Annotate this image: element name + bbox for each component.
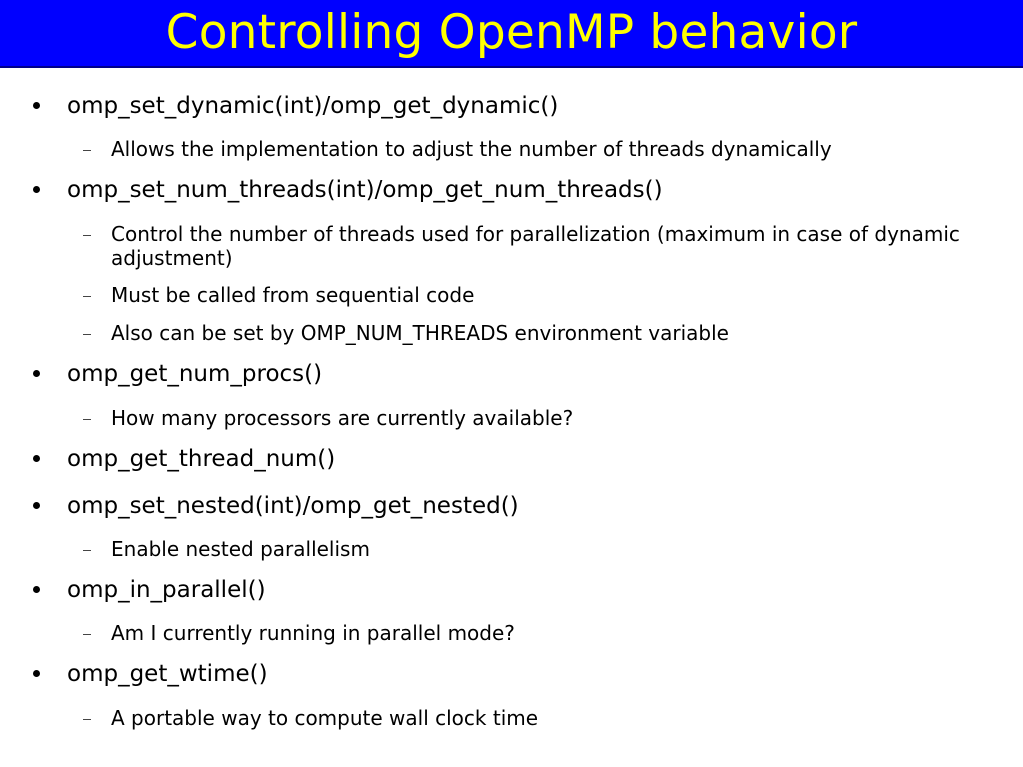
bullet-label: omp_in_parallel()	[67, 577, 266, 603]
slide-title: Controlling OpenMP behavior	[165, 5, 858, 60]
bullet-dot-icon	[33, 370, 40, 377]
sub-item-label: Enable nested parallelism	[111, 537, 370, 561]
bullet-dot-icon	[33, 455, 40, 462]
sub-item-label: How many processors are currently available?	[111, 406, 574, 430]
bullet-label: omp_get_thread_num()	[67, 446, 336, 472]
bullet-dot-icon	[33, 670, 40, 677]
dash-icon	[83, 634, 91, 635]
sub-item-label: Must be called from sequential code	[111, 283, 475, 307]
bullet-dot-icon	[33, 102, 40, 109]
sub-item-label: Allows the implementation to adjust the number of threads dynamically	[111, 137, 832, 161]
sub-item-label: Am I currently running in parallel mode?	[111, 621, 515, 645]
bullet-dot-icon	[33, 502, 40, 509]
bullet-dot-icon	[33, 186, 40, 193]
dash-icon	[83, 719, 91, 720]
sub-item-label: A portable way to compute wall clock time	[111, 706, 539, 730]
sub-item-label: Also can be set by OMP_NUM_THREADS environment variable	[111, 321, 729, 345]
bullet-label: omp_get_num_procs()	[67, 361, 323, 387]
dash-icon	[83, 150, 91, 151]
dash-icon	[83, 296, 91, 297]
dash-icon	[83, 550, 91, 551]
dash-icon	[83, 419, 91, 420]
sub-item-label: Control the number of threads used for parallelization (maximum in case of dynamic adjustment)	[111, 222, 960, 270]
bullet-dot-icon	[33, 586, 40, 593]
bullet-label: omp_set_num_threads(int)/omp_get_num_threads()	[67, 177, 663, 203]
dash-icon	[83, 235, 91, 236]
dash-icon	[83, 334, 91, 335]
bullet-label: omp_set_nested(int)/omp_get_nested()	[67, 493, 519, 519]
bullet-label: omp_set_dynamic(int)/omp_get_dynamic()	[67, 93, 559, 119]
bullet-label: omp_get_wtime()	[67, 661, 268, 687]
